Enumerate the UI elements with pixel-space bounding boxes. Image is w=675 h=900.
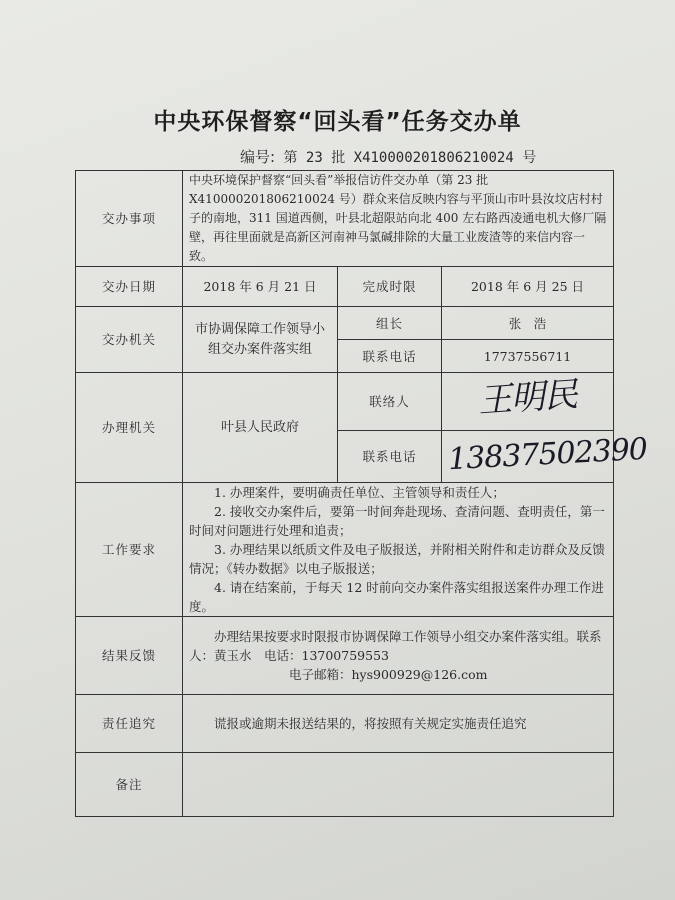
requirement-item: 3. 办理结果以纸质文件及电子版报送，并附相关附件和走访群众及反馈情况；《转办数据》以电子版报送； — [189, 542, 605, 576]
requirement-item: 4. 请在结案前，于每天 12 时前向交办案件落实组报送案件办理工作进度。 — [189, 580, 604, 614]
handler-value: 叶县人民政府 — [183, 373, 338, 483]
matter-label: 交办事项 — [76, 171, 183, 267]
remarks-text — [183, 753, 614, 817]
contact-handwritten-name: 王明民 — [476, 374, 579, 422]
contact-signature-cell — [442, 373, 614, 431]
row-feedback — [76, 617, 614, 695]
issuer-value: 市协调保障工作领导小组交办案件落实组 — [183, 307, 338, 373]
deadline-value: 2018 年 6 月 25 日 — [442, 267, 614, 307]
requirement-item: 1. 办理案件，要明确责任单位、主管领导和责任人； — [214, 485, 505, 500]
deadline-label: 完成时限 — [338, 267, 442, 307]
feedback-text — [183, 617, 614, 695]
handler-handwritten-phone: 13837502390 — [447, 431, 648, 477]
date-value: 2018 年 6 月 21 日 — [183, 267, 338, 307]
serial-label: 编号: — [240, 148, 276, 166]
handler-label: 办理机关 — [76, 373, 183, 483]
serial-value: 第 23 批 X410000201806210024 号 — [283, 150, 537, 166]
contact-label: 联络人 — [338, 373, 442, 431]
accountability-label: 责任追究 — [76, 695, 183, 753]
row-matter — [76, 171, 614, 267]
leader-label: 组长 — [338, 307, 442, 340]
issuer-label: 交办机关 — [76, 307, 183, 373]
row-requirements — [76, 483, 614, 617]
feedback-email: 电子邮箱：hys900929@126.com — [289, 667, 488, 682]
requirements-list — [183, 483, 614, 617]
row-issuer-1 — [76, 307, 614, 340]
requirements-label: 工作要求 — [76, 483, 183, 617]
row-remarks — [76, 753, 614, 817]
leader-value: 张 浩 — [442, 307, 614, 340]
row-accountability — [76, 695, 614, 753]
document-title: 中央环保督察“回头看”任务交办单 — [153, 109, 522, 135]
handler-phone-label: 联系电话 — [338, 431, 442, 483]
date-label: 交办日期 — [76, 267, 183, 307]
handler-phone-cell — [442, 431, 648, 483]
requirement-item: 2. 接收交办案件后，要第一时间奔赴现场、查清问题、查明责任，第一时间对问题进行处理和追责； — [189, 504, 605, 538]
matter-text: 中央环境保护督察“回头看”举报信访件交办单（第 23 批 X410000201806210024 号）群众来信反映内容与平顶山市叶县汝坟店村村子的南地，311 国道西侧，叶县北超限站向北 400 左右路西凌通电机大修厂隔壁，再往里面就是高新区河南神马氯碱排除的大量工业废渣等的来信内容一致。 — [183, 171, 614, 267]
issuer-phone-value: 17737556711 — [442, 340, 614, 373]
serial-number — [240, 146, 536, 167]
issuer-phone-label: 联系电话 — [338, 340, 442, 373]
accountability-text: 谎报或逾期未报送结果的，将按照有关规定实施责任追究 — [183, 695, 614, 753]
assignment-form-table — [75, 170, 648, 817]
row-date — [76, 267, 614, 307]
remarks-label: 备注 — [76, 753, 183, 817]
feedback-label: 结果反馈 — [76, 617, 183, 695]
feedback-line-1: 办理结果按要求时限报市协调保障工作领导小组交办案件落实组。联系人：黄玉水 电话：13700759553 — [189, 629, 602, 663]
row-handler-1 — [76, 373, 614, 431]
